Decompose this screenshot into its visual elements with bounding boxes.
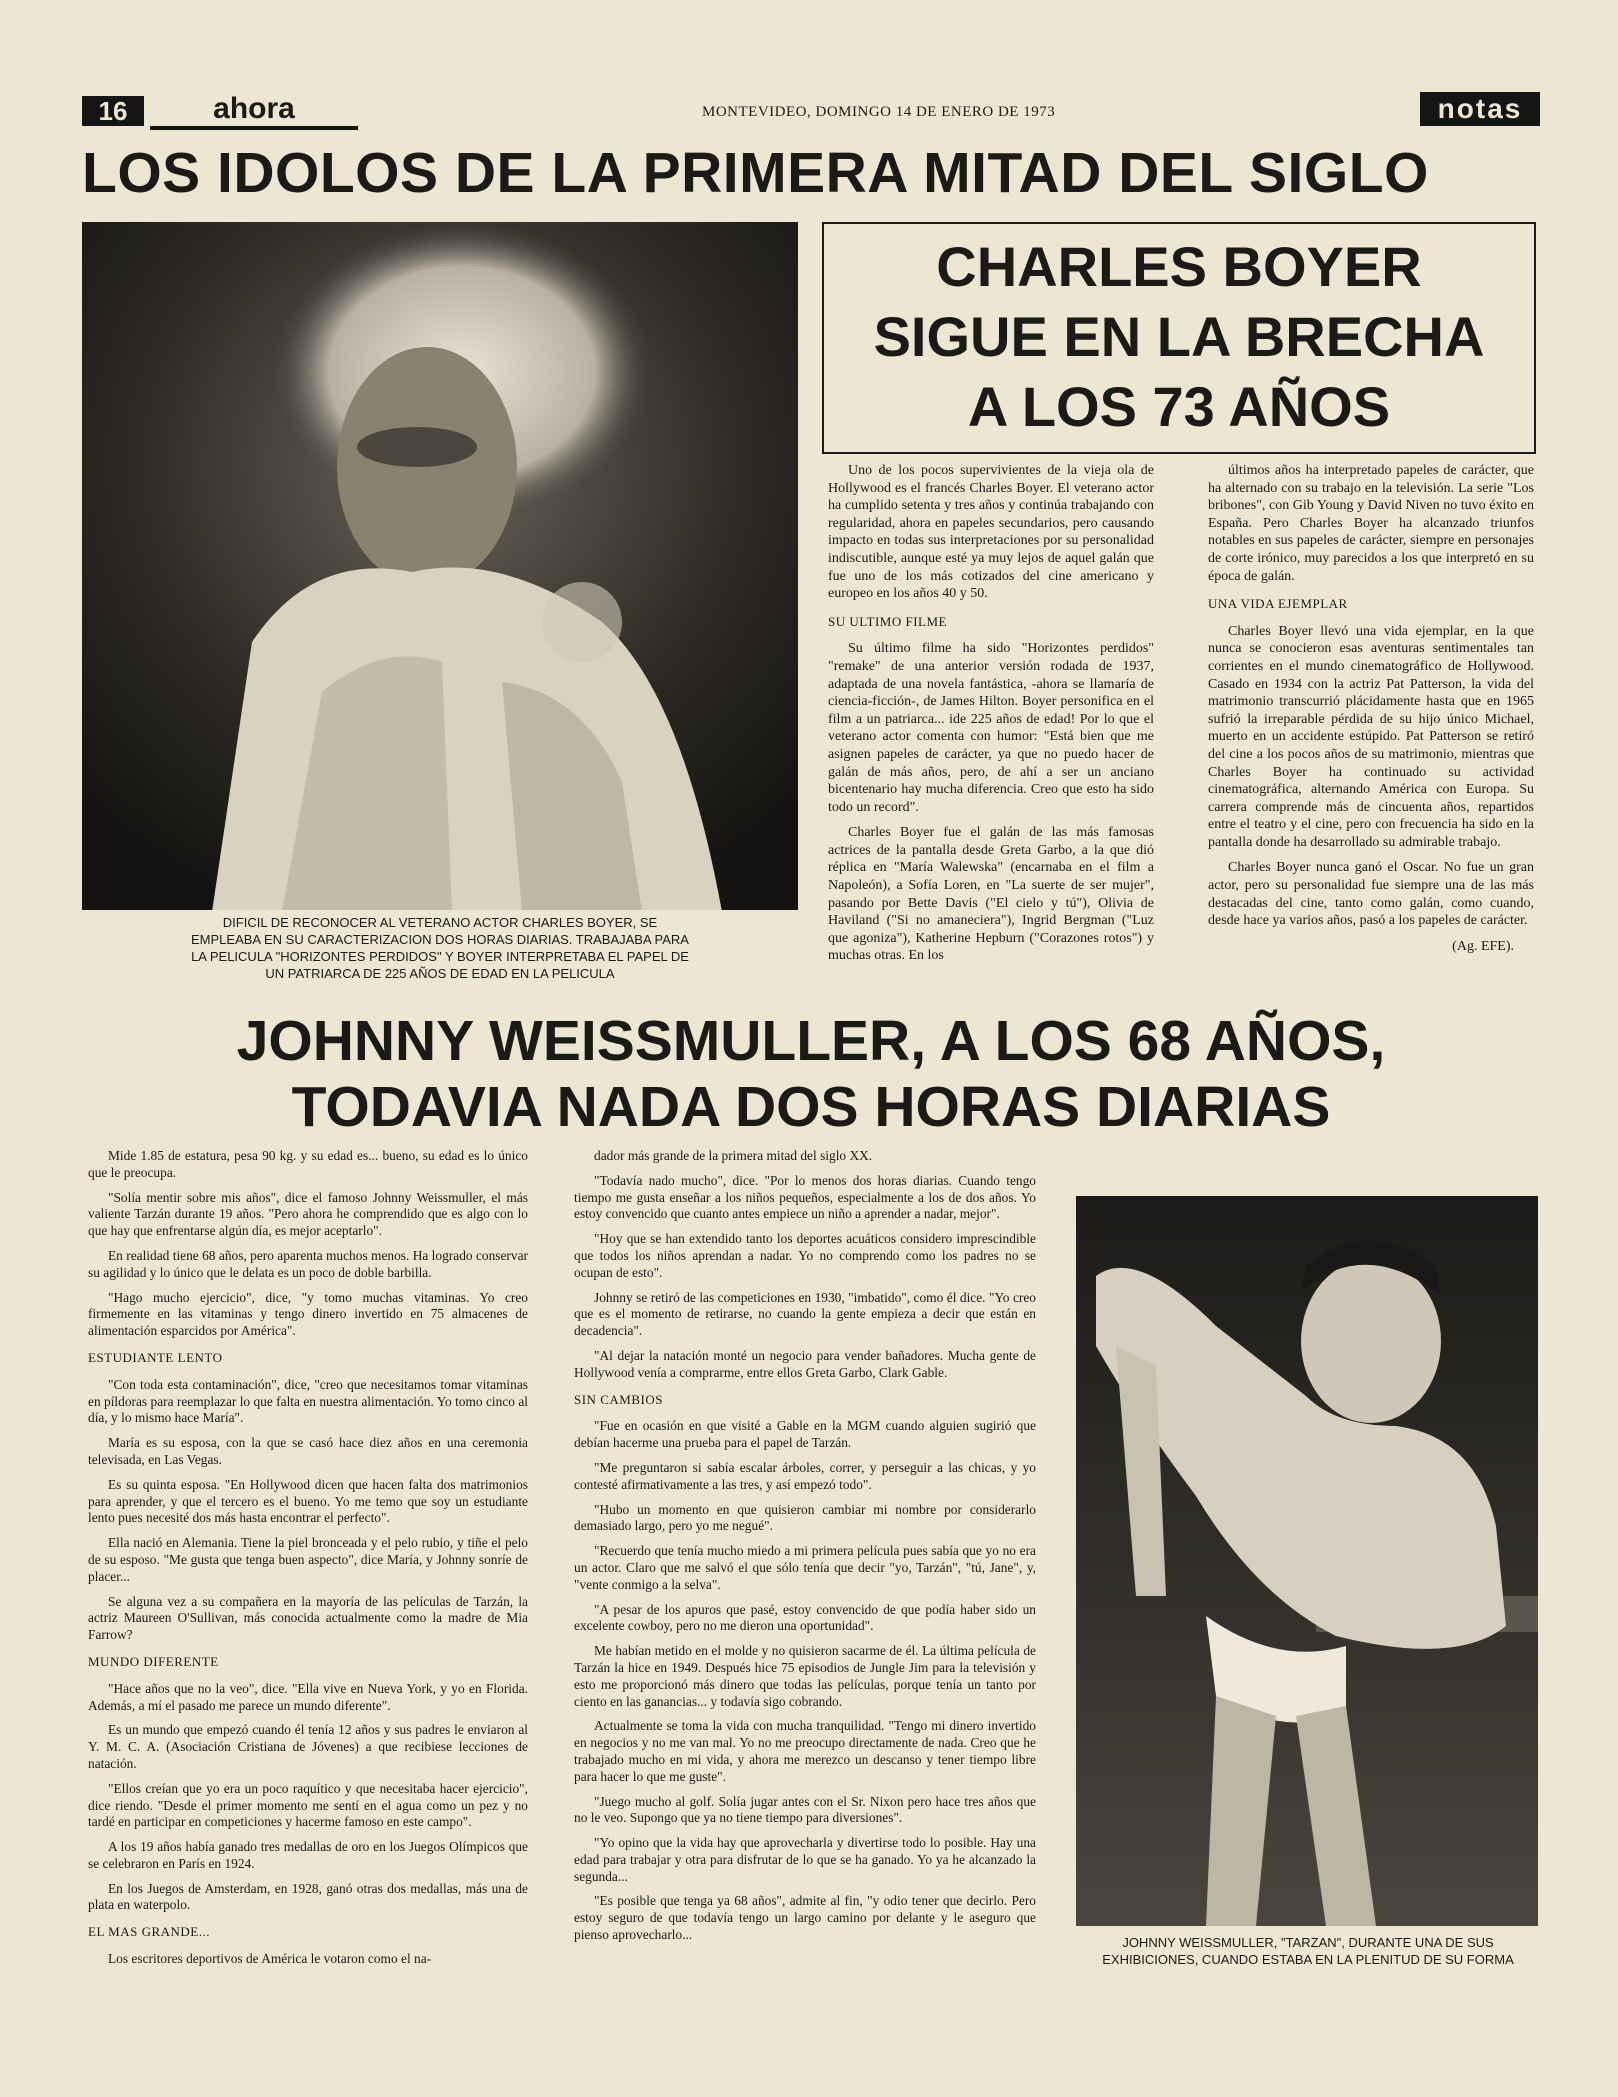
article-paragraph: Charles Boyer fue el galán de las más famosas actrices de la pantalla desde Greta Garbo, a la que dió réplica en "María Walewska" (encarnaba en el film a Napoleón), a Sofía Loren, en "La suerte de ser mujer", pasando por Bette Davis ("El cielo y tú"), Olivia de Haviland ("Si no amaneciera"), Ingrid Bergman ("Luz que agoniza"), Katherine Hepburn ("Corazones rotos") y muchas otras. En los bbox=[828, 825, 1154, 964]
article-signature: (Ag. EFE). bbox=[1452, 938, 1514, 954]
article-paragraph: En realidad tiene 68 años, pero aparenta muchos menos. Ha logrado conservar su agilidad y lo único que le delata es un poco de doble barbilla. bbox=[88, 1247, 528, 1280]
boyer-headline-box bbox=[822, 222, 1536, 454]
article-paragraph: Charles Boyer llevó una vida ejemplar, en la que nunca se conocieron esas aventuras sentimentales tan corrientes en el mundo cinematográfico de Hollywood. Casado en 1934 con la actriz Pat Patterson, la vida del matrimonio transcurrió plácidamente hasta que en 1965 sufrió la irreparable pérdida de su hijo único Michael, muerto en un accidente estúpido. Pat Patterson se retiró del cine a los pocos años de su matrimonio, mientras que Charles Boyer ha continuado su actividad cinematográfica, alternando América con Europa. Su carrera comprende más de cincuenta años, repartidos entre el teatro y el cine, pero con frecuencia ha sido en la pantalla donde ha desarrollado su admirable trabajo. bbox=[1208, 623, 1534, 850]
weissmuller-headline bbox=[82, 1008, 1540, 1140]
article-paragraph: Actualmente se toma la vida con mucha tranquilidad. "Tengo mi dinero invertido en negocios y no me van mal. Yo no me preocupo directamente de nada. Creo que he trabajado mucho en mi vida, y ahora me merezco un descanso y tener tiempo libre para hacer lo que me guste". bbox=[574, 1718, 1036, 1784]
article-paragraph: "Hago mucho ejercicio", dice, "y tomo muchas vitaminas. Yo creo firmemente en las vitaminas y tengo dinero invertido en 75 almacenes de alimentación esparcidos por América". bbox=[88, 1289, 528, 1339]
boyer-headline-line-1: CHARLES BOYER bbox=[936, 235, 1422, 298]
article-paragraph: Johnny se retiró de las competiciones en 1930, "imbatido", como él dice. "Yo creo que es el momento de retirarse, no cuando la gente empieza a decir que están en decadencia". bbox=[574, 1289, 1036, 1339]
article-paragraph: "A pesar de los apuros que pasé, estoy convencido de que podía haber sido un excelente cowboy, pero no me dieron una oportunidad". bbox=[574, 1601, 1036, 1634]
article-paragraph: Ella nació en Alemania. Tiene la piel bronceada y el pelo rubio, y tiñe el pelo de su esposo. "Me gusta que tenga buen aspecto", dice María, y Johnny sonríe de placer... bbox=[88, 1535, 528, 1584]
article-paragraph: "Ellos creían que yo era un poco raquítico y que necesitaba hacer ejercicio", dice riendo. "Desde el primer momento me sentí en el agua como un pez y no tardé en participar en competiciones y hacerme famoso en este campo". bbox=[88, 1780, 528, 1830]
subheading: SU ULTIMO FILME bbox=[828, 613, 947, 629]
article-paragraph: "Hoy que se han extendido tanto los deportes acuáticos considero imprescindible que todos los niños aprendan a nadar. Yo no comprendo como los padres no se ocupan de esto". bbox=[574, 1231, 1036, 1280]
article-paragraph: dador más grande de la primera mitad del siglo XX. bbox=[594, 1148, 873, 1163]
weissmuller-headline-line-2: TODAVIA NADA DOS HORAS DIARIAS bbox=[291, 1075, 1331, 1139]
weissmuller-column-2 bbox=[574, 1148, 1036, 1952]
article-paragraph: "Es posible que tenga ya 68 años", admite al fin, "y odio tener que decirlo. Pero estoy seguro de que todavía tengo un largo camino por delante y le aseguro que pienso aprovecharlo... bbox=[574, 1893, 1036, 1943]
article-paragraph: Uno de los pocos supervivientes de la vieja ola de Hollywood es el francés Charles Boyer. El veterano actor ha cumplido setenta y tres años y continúa trabajando con regularidad, ahora en papeles secundarios, pero causando impacto en todas sus interpretaciones por su personalidad indiscutible, aunque esté ya muy lejos de aquel galán que fue uno de los más cotizados del cine americano y europeo en los años 40 y 50. bbox=[828, 463, 1154, 602]
subheading: UNA VIDA EJEMPLAR bbox=[1208, 596, 1348, 612]
boyer-photo bbox=[82, 222, 798, 910]
article-paragraph: "Fue en ocasión en que visité a Gable en la MGM cuando alguien sugirió que debían hacerme una prueba para el papel de Tarzán. bbox=[574, 1418, 1036, 1451]
article-paragraph: En los Juegos de Amsterdam, en 1928, ganó otras dos medallas, más una de plata en waterpolo. bbox=[88, 1880, 528, 1913]
article-paragraph: Me habían metido en el molde y no quisieron sacarme de él. La última película de Tarzán la hice en 1949. Después hice 75 episodios de Jungle Jim para la televisión y esto me proporcionó más dinero que todas las películas, porque tenía un tanto por ciento en las ganancias... y todavía sigo cobrando. bbox=[574, 1643, 1036, 1709]
subheading: MUNDO DIFERENTE bbox=[88, 1653, 219, 1669]
subheading: SIN CAMBIOS bbox=[574, 1391, 663, 1407]
article-paragraph: Mide 1.85 de estatura, pesa 90 kg. y su edad es... bueno, su edad es lo único que le preocupa. bbox=[88, 1148, 528, 1180]
boyer-column-2 bbox=[1208, 462, 1534, 955]
weissmuller-headline-line-1: JOHNNY WEISSMULLER, A LOS 68 AÑOS, bbox=[236, 1009, 1386, 1073]
article-paragraph: "Al dejar la natación monté un negocio para vender bañadores. Mucha gente de Hollywood venía a comprarme, entre ellos Greta Garbo, Clark Gable. bbox=[574, 1347, 1036, 1380]
main-title: LOS IDOLOS DE LA PRIMERA MITAD DEL SIGLO bbox=[82, 141, 1429, 205]
article-paragraph: Se alguna vez a su compañera en la mayoría de las películas de Tarzán, la actriz Maureen O'Sullivan, más conocida actualmente como la madre de Mia Farrow? bbox=[88, 1593, 528, 1643]
article-paragraph: "Hubo un momento en que quisieron cambiar mi nombre por considerarlo demasiado largo, pero yo me negué". bbox=[574, 1501, 1036, 1534]
article-paragraph: "Juego mucho al golf. Solía jugar antes con el Sr. Nixon pero hace tres años que no le veo. Supongo que ya no tiene tiempo para diversiones". bbox=[574, 1793, 1036, 1826]
weissmuller-photo-caption: JOHNNY WEISSMULLER, "TARZAN", DURANTE UNA DE SUS EXHIBICIONES, CUANDO ESTABA EN LA PLENITUD DE SU FORMA bbox=[1102, 1935, 1514, 1967]
page-header bbox=[82, 92, 1540, 128]
article-paragraph: A los 19 años había ganado tres medallas de oro en los Juegos Olímpicos que se celebraron en París en 1924. bbox=[88, 1839, 528, 1871]
subheading: EL MAS GRANDE... bbox=[88, 1924, 210, 1940]
weissmuller-photo-image bbox=[1076, 1196, 1538, 1926]
article-paragraph: "Con toda esta contaminación", dice, "creo que necesitamos tomar vitaminas en píldoras para reemplazar lo que falta en nuestra alimentación. Yo tomo cinco al día, y lo mismo hace María". bbox=[88, 1376, 528, 1426]
article-paragraph: Es su quinta esposa. "En Hollywood dicen que hacen falta dos matrimonios para aprender, y que el tercero es el bueno. Yo me temo que soy un estudiante lento pues necesité dos más hasta encontrar el perfecto". bbox=[88, 1476, 528, 1526]
article-paragraph: Los escritores deportivos de América le votaron como el na- bbox=[108, 1951, 432, 1967]
boyer-photo-image bbox=[82, 222, 798, 910]
article-paragraph: "Todavía nado mucho", dice. "Por lo menos dos horas diarias. Cuando tengo tiempo me gusta enseñar a los niños pequeños, especialmente a los de dos años. Yo estoy convencido que cuanto antes empiece un niño a aprender a nadar, mejor". bbox=[574, 1172, 1036, 1222]
boyer-column-1 bbox=[828, 462, 1154, 973]
article-paragraph: Su último filme ha sido "Horizontes perdidos" "remake" de una anterior versión rodada de 1937, adaptada de una novela fantástica, -ahora se llamaría de ciencia-ficción-, de James Hilton. Boyer personifica en el film a un patriarca... ide 225 años de edad! Por lo que el veterano actor comenta con humor: "Está bien que me asignen papeles de carácter, ya que no puedo hacer de galán de más años, pero, de ahí a ser un anciano bicentenario hay mucha diferencia. Creo que esto ha sido todo un record". bbox=[828, 641, 1154, 815]
article-paragraph: Es un mundo que empezó cuando él tenía 12 años y sus padres le enviaron al Y. M. C. A. (Asociación Cristiana de Jóvenes) a que recibiese lecciones de natación. bbox=[88, 1722, 528, 1771]
dateline: MONTEVIDEO, DOMINGO 14 DE ENERO DE 1973 bbox=[702, 104, 1056, 120]
boyer-photo-caption: DIFICIL DE RECONOCER AL VETERANO ACTOR CHARLES BOYER, SE EMPLEABA EN SU CARACTERIZACION DOS HORAS DIARIAS. TRABAJABA PARA LA PELICULA "HORIZONTES PERDIDOS" Y BOYER INTERPRETABA EL PAPEL DE UN PATRIARCA DE 225 AÑOS DE EDAD EN LA PELICULA bbox=[191, 915, 689, 981]
article-paragraph: "Solía mentir sobre mis años", dice el famoso Johnny Weissmuller, el más valiente Tarzán durante 19 años. "Pero ahora he comprendido que es algo con lo que hay que enfrentarse algún día, es mejor aceptarlo". bbox=[88, 1189, 528, 1239]
boyer-headline bbox=[824, 232, 1534, 442]
article-paragraph: "Recuerdo que tenía mucho miedo a mi primera película pues sabía que yo no era un actor. Claro que me salvó el que sólo tenía que decir "yo, Tarzán", "tú, Jane", y, "vente conmigo a la selva". bbox=[574, 1543, 1036, 1592]
page-number: 16 bbox=[82, 96, 144, 126]
article-paragraph: Charles Boyer nunca ganó el Oscar. No fue un gran actor, pero su personalidad fue siempre una de las más destacadas del cine, tanto como galán, como cuando, desde hace ya varios años, pasó a los papeles de carácter. bbox=[1208, 860, 1534, 929]
newspaper-brand: ahora bbox=[150, 92, 358, 130]
boyer-headline-line-2: SIGUE EN LA BRECHA bbox=[873, 305, 1485, 368]
weissmuller-column-1 bbox=[88, 1148, 528, 1976]
article-paragraph: últimos años ha interpretado papeles de carácter, que ha alternado con su trabajo en la televisión. La serie "Los bribones", con Gib Young y David Niven no tuvo éxito en España. Pero Charles Boyer ha alcanzado triunfos notables en sus papeles de carácter, siempre en personajes de corte irónico, muy parecidos a los que interpretó en su época de galán. bbox=[1208, 463, 1534, 584]
section-label: notas bbox=[1420, 92, 1540, 126]
weissmuller-photo bbox=[1076, 1196, 1538, 1926]
article-paragraph: "Me preguntaron si sabía escalar árboles, correr, y perseguir a las chicas, y yo contesté afirmativamente a las tres, y así empezó todo". bbox=[574, 1459, 1036, 1492]
article-paragraph: "Hace años que no la veo", dice. "Ella vive en Nueva York, y yo en Florida. Además, a mí el pasado me parece un mundo diferente". bbox=[88, 1680, 528, 1713]
article-paragraph: "Yo opino que la vida hay que aprovecharla y divertirse todo lo posible. Hay una edad para trabajar y otra para disfrutar de lo que se ha ganado. Yo ya he alcanzado la segunda... bbox=[574, 1835, 1036, 1884]
boyer-headline-line-3: A LOS 73 AÑOS bbox=[967, 375, 1391, 438]
subheading: ESTUDIANTE LENTO bbox=[88, 1349, 223, 1365]
article-paragraph: María es su esposa, con la que se casó hace diez años en una ceremonia televisada, en Las Vegas. bbox=[88, 1435, 528, 1467]
